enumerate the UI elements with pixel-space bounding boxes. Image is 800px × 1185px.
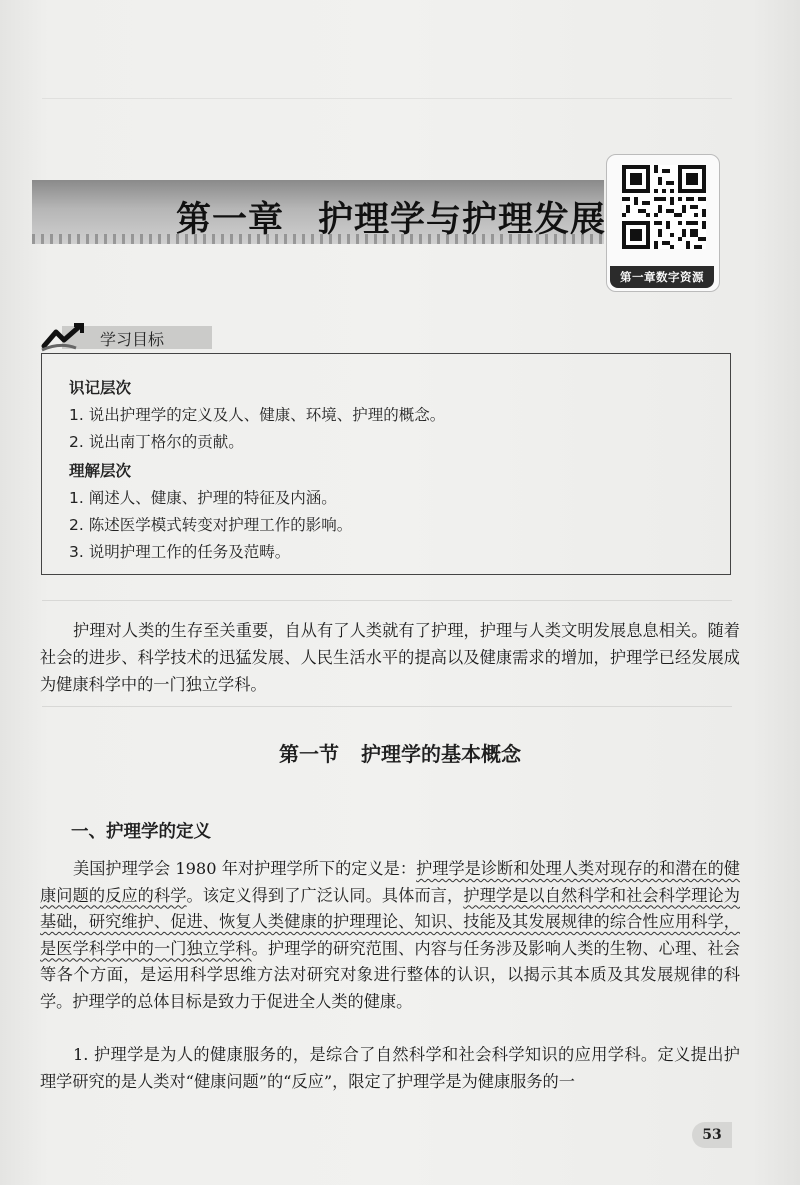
section-title-text: 护理学的基本概念 [361, 742, 521, 766]
objective-item: 2. 说出南丁格尔的贡献。 [69, 433, 244, 451]
bleed-through-mark [42, 600, 732, 601]
chapter-title-text: 护理学与护理发展 [318, 199, 607, 240]
section-number: 第一节 [279, 742, 339, 766]
definition-quote-underlined: 护理学是诊断和处理人类对现存的和潜在的健康问题的反应的科学 [40, 859, 740, 905]
intro-paragraph: 护理对人类的生存至关重要，自从有了人类就有了护理，护理与人类文明发展息息相关。随着社会的进步、科学技术的迅猛发展、人民生活水平的提高以及健康需求的增加，护理学已经发展成为健康科学中的一门独立学科。 [40, 621, 740, 694]
point-1-paragraph: 1. 护理学是为人的健康服务的，是综合了自然科学和社会科学知识的应用学科。定义提出护理学研究的是人类对“健康问题”的“反应”，限定了护理学是为健康服务的一 [40, 1045, 740, 1091]
recall-level-heading: 识记层次 [69, 379, 132, 397]
definition-detail-underlined: 护理学是以自然科学和社会科学理论为基础，研究维护、促进、恢复人类健康的护理理论、知识、技能及其发展规律的综合性应用科学，是医学科学中的一门独立学科 [40, 885, 740, 958]
chapter-title [176, 192, 606, 242]
objectives-header [40, 322, 175, 352]
subsection-title: 一、护理学的定义 [71, 822, 211, 842]
bleed-through-mark [42, 98, 732, 159]
objective-item: 1. 阐述人、健康、护理的特征及内涵。 [69, 489, 337, 507]
objective-item: 3. 说明护理工作的任务及范畴。 [69, 543, 291, 561]
qr-code-icon[interactable] [622, 165, 706, 249]
understand-level-heading: 理解层次 [69, 462, 132, 480]
definition-mid: 。该定义得到了广泛认同。具体而言， [186, 885, 464, 905]
qr-caption: 第一章数字资源 [610, 266, 714, 288]
objectives-title: 学习目标 [100, 330, 165, 349]
learning-arrow-icon [40, 322, 96, 354]
section-title [0, 738, 800, 767]
definition-paragraph [40, 856, 740, 1015]
definition-lead: 美国护理学会 1980 年对护理学所下的定义是： [73, 859, 417, 878]
bleed-through-mark [42, 706, 732, 707]
qr-code-card[interactable] [606, 154, 720, 292]
objective-item: 2. 陈述医学模式转变对护理工作的影响。 [69, 516, 353, 534]
page-number: 53 [692, 1122, 732, 1148]
objective-item: 1. 说出护理学的定义及人、健康、环境、护理的概念。 [69, 406, 446, 424]
chapter-number: 第一章 [176, 199, 285, 240]
definition-tail: 。护理学的研究范围、内容与任务涉及影响人类的生物、心理、社会等各个方面，是运用科学思维方法对研究对象进行整体的认识，以揭示其本质及其发展规律的科学。护理学的总体目标是致力于促进全人类的健康。 [40, 938, 740, 1011]
